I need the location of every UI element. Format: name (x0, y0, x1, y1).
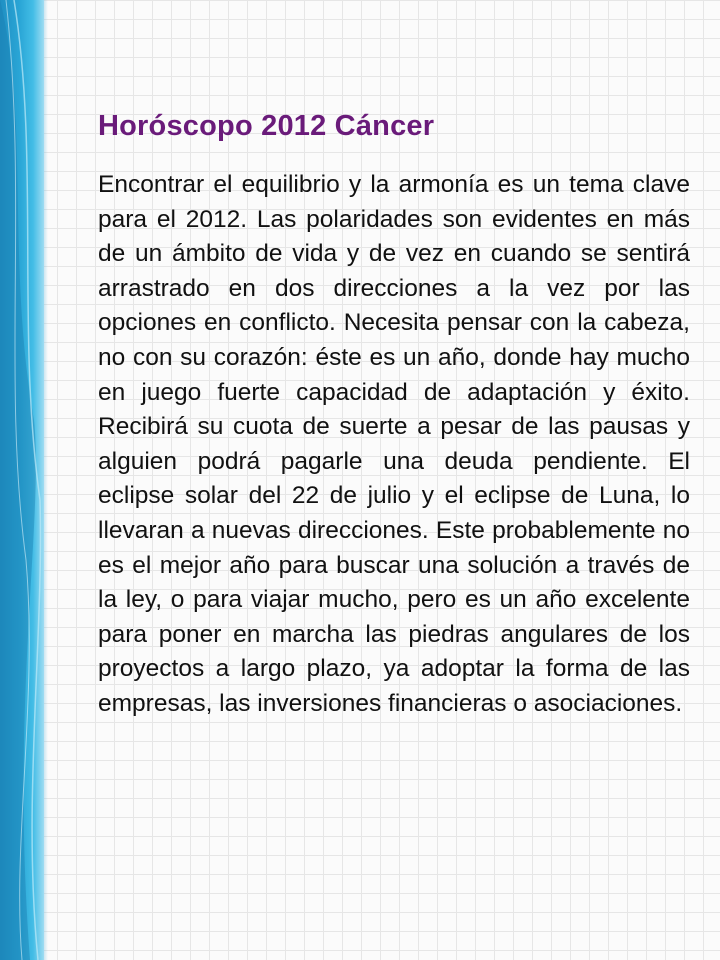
slide-title: Horóscopo 2012 Cáncer (98, 110, 435, 142)
slide-body-text: Encontrar el equilibrio y la armonía es un tema clave para el 2012. Las polaridades son evidentes en más de un ámbito de vida y de vez en cuando se sentirá arrastrado en dos direcciones a la vez por las opciones en conflicto. Necesita pensar con la cabeza, no con su corazón: éste es un año, donde hay mucho en juego fuerte capacidad de adaptación y éxito. Recibirá su cuota de suerte a pesar de las pausas y alguien podrá pagarle una deuda pendiente. El eclipse solar del 22 de julio y el eclipse de Luna, lo llevaran a nuevas direcciones. Este probablemente no es el mejor año para buscar una solución a través de la ley, o para viajar mucho, pero es un año excelente para poner en marcha las piedras angulares de los proyectos a largo plazo, ya adoptar la forma de las empresas, las inversiones financieras o asociaciones. (98, 171, 690, 717)
wave-decoration (0, 0, 44, 960)
slide-content (98, 106, 690, 722)
side-band-edge (44, 0, 48, 960)
decorative-side-band (0, 0, 44, 960)
